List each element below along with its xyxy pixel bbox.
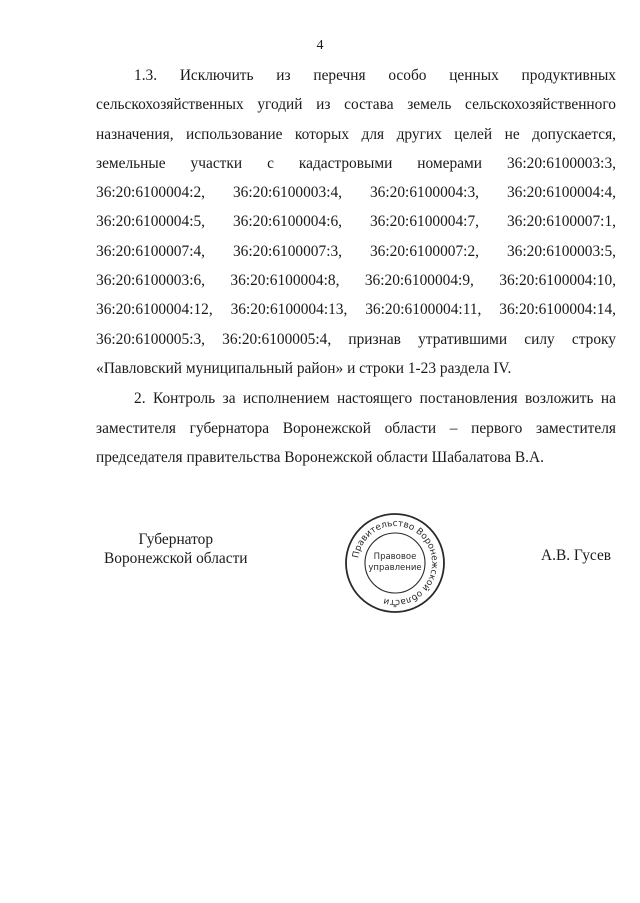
stamp-center-line-1: Правовое: [373, 552, 417, 562]
stamp-star: *: [393, 603, 397, 612]
paragraph-1: 1.3. Исключить из перечня особо ценных продуктивных сельскохозяйственных угодий из состава земель сельскохозяйственного назначения, использование которых для других целей не допускается, земельные участки с кадастровыми номерами 36:20:6100003:3, 36:20:6100004:2, 36:20:6100003:4, 36:20:6100004:3, 36:20:6100004:4, 36:20:6100004:5, 36:20:6100004:6, 36:20:6100004:7, 36:20:6100007:1, 36:20:6100007:4, 36:20:6100007:3, 36:20:6100007:2, 36:20:6100003:5, 36:20:6100003:6, 36:20:6100004:8, 36:20:6100004:9, 36:20:6100004:10, 36:20:6100004:12, 36:20:6100004:13, 36:20:6100004:11, 36:20:6100004:14, 36:20:6100005:3, 36:20:6100005:4, признав утратившими силу строку «Павловский муниципальный район» и строки 1-23 раздела IV.: [96, 67, 616, 377]
stamp-ring-text: Правительство Воронежской области: [351, 518, 440, 608]
signatory-name: А.В. Гусев: [541, 547, 612, 564]
page-number: 4: [316, 38, 324, 53]
stamp-graphic: [343, 511, 447, 615]
official-stamp: [343, 511, 447, 615]
stamp-center-line-2: управление: [368, 563, 422, 573]
signatory-title-line-1: Губернатор: [138, 531, 214, 548]
document-body: [96, 61, 616, 472]
signatory-title-line-2: Воронежской области: [104, 550, 248, 567]
signatory-title: [104, 530, 248, 568]
paragraph-2: 2. Контроль за исполнением настоящего постановления возложить на заместителя губернатора Воронежской области – первого заместителя председателя правительства Воронежской области Шабалатова В.А.: [96, 390, 616, 466]
